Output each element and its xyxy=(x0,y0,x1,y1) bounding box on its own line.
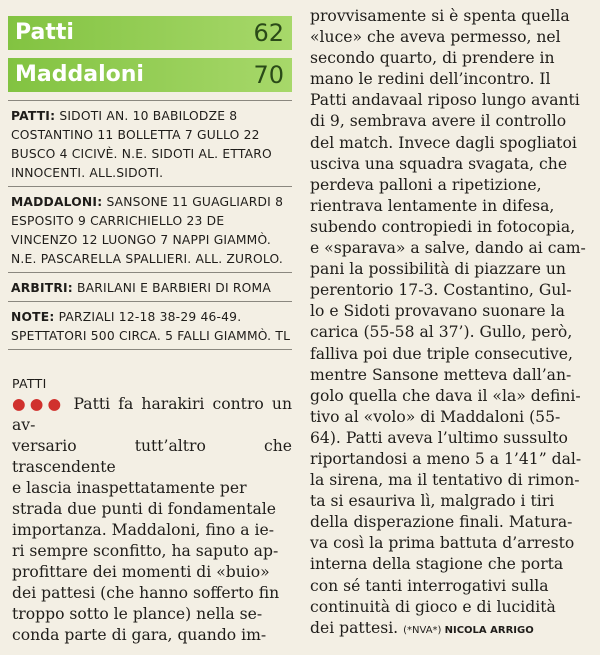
article-line: rientrava lentamente in difesa, xyxy=(310,196,555,215)
article-line: subendo contropiedi in fotocopia, xyxy=(310,217,576,236)
boxscore-text: SIDOTI AN. 10 BABILODZE 8 COSTANTINO 11 BOLLETTA 7 GULLO 22 BUSCO 4 CICIVÈ. N.E. SIDOTI AL. ETTARO INNOCENTI. ALL.SIDOTI. xyxy=(11,109,272,180)
scoreboard-row-maddaloni xyxy=(8,58,292,92)
author-name: NICOLA ARRIGO xyxy=(444,624,534,636)
article-line: tivo al «volo» di Maddaloni (55- xyxy=(310,407,561,426)
article-line: del match. Invece dagli spogliatoi xyxy=(310,133,577,152)
article-line: perentorio 17-3. Costantino, Gul- xyxy=(310,281,572,300)
article-line: conda parte di gara, quando im- xyxy=(12,626,267,644)
article-line: importanza. Maddaloni, fino a ie- xyxy=(12,521,275,539)
bullet-dots: ●●● xyxy=(12,394,66,413)
boxscore-maddaloni xyxy=(8,187,292,273)
article-line: e lascia inaspettatamente per xyxy=(12,479,247,497)
article-line: dei pattesi (che hanno sofferto fin xyxy=(12,584,280,602)
boxscore-label: MADDALONI: xyxy=(11,195,103,209)
article-line: provvisamente si è spenta quella xyxy=(310,7,570,25)
article-line: interna della stagione che porta xyxy=(310,555,564,574)
left-column xyxy=(8,16,292,646)
article-line: lo e Sidoti provavano suonare la xyxy=(310,302,565,321)
boxscore-text: BARILANI E BARBIERI DI ROMA xyxy=(77,281,271,295)
article-line: la sirena, ma il tentativo di rimon- xyxy=(310,471,580,490)
article-line: della disperazione finali. Matura- xyxy=(310,513,573,532)
boxscore-note xyxy=(8,302,292,350)
article-line: ta si esauriva lì, malgrado i tiri xyxy=(310,492,555,511)
scoreboard-row-patti xyxy=(8,16,292,50)
article-line: mano le redini dell’incontro. Il xyxy=(310,70,551,89)
boxscore-text: PARZIALI 12-18 38-29 46-49. SPETTATORI 500 CIRCA. 5 FALLI GIAMMÒ. TL xyxy=(11,310,291,343)
article-body-right xyxy=(310,6,586,641)
article-line: con sé tanti interrogativi sulla xyxy=(310,576,549,595)
article-line: ri sempre sconfitto, ha saputo ap- xyxy=(12,542,279,560)
article-line: versario tutt’altro che trascendente xyxy=(12,437,292,476)
article-line: mentre Sansone metteva dall’an- xyxy=(310,365,572,384)
article-line: falliva poi due triple consecutive, xyxy=(310,344,573,363)
article-line: golo quella che dava il «la» defini- xyxy=(310,386,581,405)
article-body-left xyxy=(12,393,292,646)
boxscore-label: PATTI: xyxy=(11,109,56,123)
article-line: 64). Patti aveva l’ultimo sussulto xyxy=(310,428,568,447)
article-line: strada due punti di fondamentale xyxy=(12,500,276,518)
article-line: continuità di gioco e di lucidità xyxy=(310,597,556,616)
signature-tag: (*NVA*) xyxy=(403,624,445,636)
boxscore-label: NOTE: xyxy=(11,310,55,324)
team-score: 62 xyxy=(253,19,284,47)
team-name: Patti xyxy=(15,20,74,45)
article-line: pani la possibilità di piazzare un xyxy=(310,260,566,279)
article-line: Patti fa harakiri contro un av- xyxy=(12,395,292,434)
article-line: e «sparava» a salve, dando ai cam- xyxy=(310,239,586,258)
boxscore-patti xyxy=(8,100,292,187)
article-line: Patti andavaal riposo lungo avanti xyxy=(310,91,580,110)
article-line: profittare dei momenti di «buio» xyxy=(12,563,270,581)
article-line: troppo sotto le plance) nella se- xyxy=(12,605,263,623)
boxscore-label: ARBITRI: xyxy=(11,281,73,295)
article-line: riportandosi a meno 5 a 1’41” dal- xyxy=(310,449,582,468)
article-line: carica (55-58 al 37’). Gullo, però, xyxy=(310,323,573,342)
article-line: perdeva palloni a ripetizione, xyxy=(310,175,542,194)
article-line: di 9, sembrava avere il controllo xyxy=(310,112,567,131)
article-line: va così la prima battuta d’arresto xyxy=(310,534,575,553)
team-score: 70 xyxy=(253,61,284,89)
boxscore-arbitri xyxy=(8,273,292,302)
article-line: secondo quarto, di prendere in xyxy=(310,49,555,68)
team-name: Maddaloni xyxy=(15,62,144,87)
article-last-line xyxy=(310,618,586,641)
article-line: dei pattesi. xyxy=(310,618,404,637)
article-kicker: PATTI xyxy=(12,376,47,391)
article-line: usciva una squadra svagata, che xyxy=(310,154,568,173)
boxscore-text: SANSONE 11 GUAGLIARDI 8 ESPOSITO 9 CARRICHIELLO 23 DE VINCENZO 12 LUONGO 7 NAPPI GIAMMÒ. N.E. PASCARELLA SPALLIERI. ALL. ZUROLO. xyxy=(11,195,284,266)
article-line: «luce» che aveva permesso, nel xyxy=(310,28,561,47)
